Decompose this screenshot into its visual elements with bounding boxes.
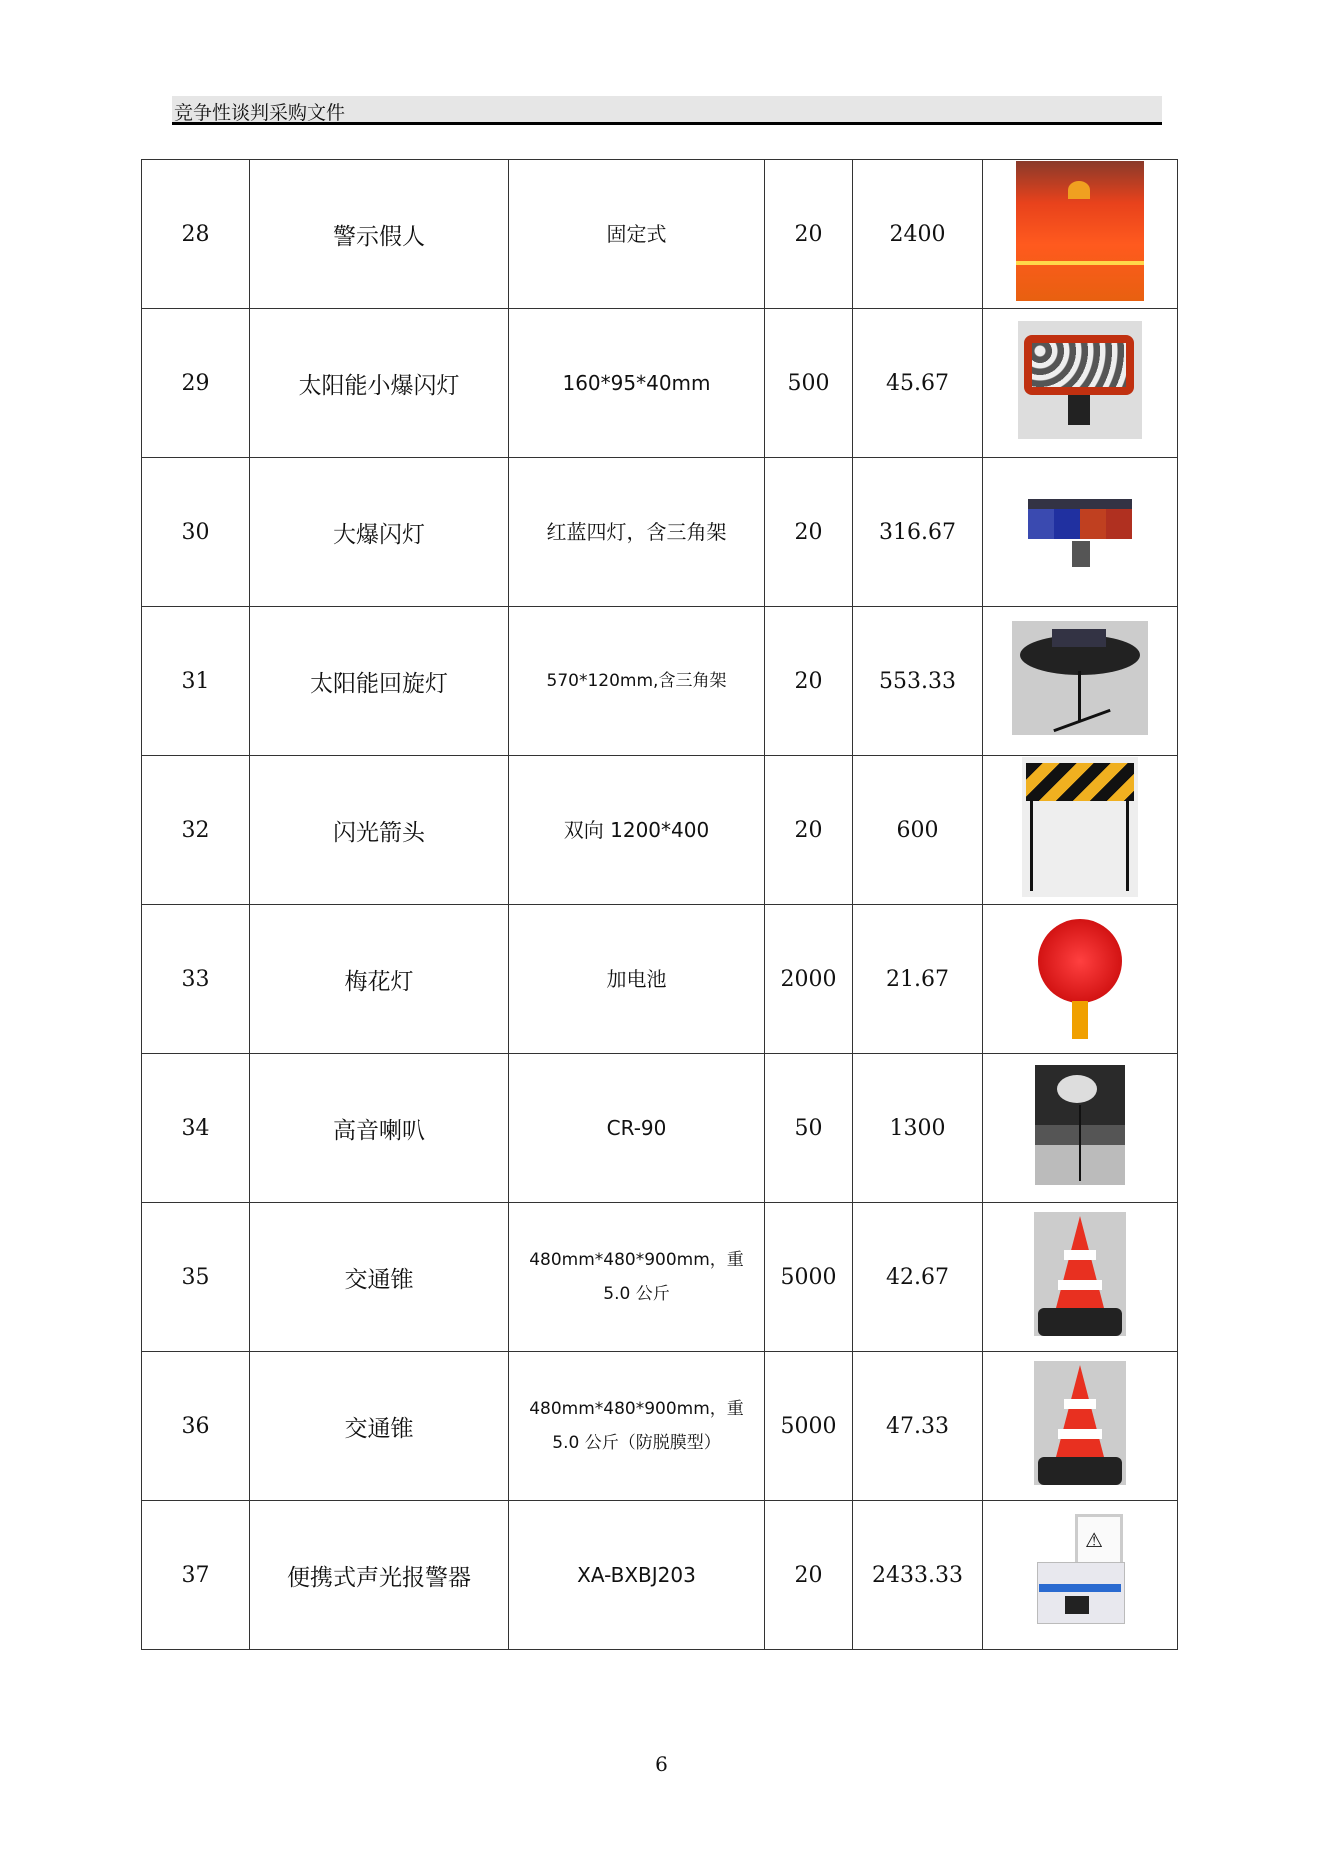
- item-image-cell: [983, 756, 1178, 905]
- item-quantity: 50: [765, 1054, 853, 1203]
- item-name: 高音喇叭: [250, 1054, 509, 1203]
- item-image-cell: [983, 1054, 1178, 1203]
- flashing-arrow-image: [1022, 878, 1138, 903]
- item-image-cell: [983, 309, 1178, 458]
- item-number: 30: [142, 458, 250, 607]
- item-spec: 加电池: [509, 905, 765, 1054]
- table-row: [142, 1352, 1178, 1501]
- item-price: 1300: [853, 1054, 983, 1203]
- item-name: 警示假人: [250, 160, 509, 309]
- solar-rotating-light-image: [1012, 716, 1148, 741]
- item-image-cell: [983, 607, 1178, 756]
- item-spec: XA-BXBJ203: [509, 1501, 765, 1650]
- item-number: 29: [142, 309, 250, 458]
- item-image-cell: [983, 1501, 1178, 1650]
- item-price: 316.67: [853, 458, 983, 607]
- item-price: 42.67: [853, 1203, 983, 1352]
- item-price: 2433.33: [853, 1501, 983, 1650]
- item-number: 28: [142, 160, 250, 309]
- item-price: 600: [853, 756, 983, 905]
- item-price: 553.33: [853, 607, 983, 756]
- warning-dummy-image: [1016, 282, 1144, 307]
- item-spec: 160*95*40mm: [509, 309, 765, 458]
- item-quantity: 2000: [765, 905, 853, 1054]
- item-spec: 480mm*480*900mm，重 5.0 公斤（防脱膜型）: [509, 1352, 765, 1501]
- item-quantity: 5000: [765, 1203, 853, 1352]
- solar-strobe-light-image: [1018, 420, 1142, 445]
- page-header: [172, 96, 1162, 125]
- item-image-cell: [983, 160, 1178, 309]
- product-table: [141, 159, 1178, 1650]
- table-row: [142, 1203, 1178, 1352]
- item-number: 31: [142, 607, 250, 756]
- item-image-cell: [983, 905, 1178, 1054]
- portable-alarm-image: ⚠: [1035, 1613, 1125, 1638]
- item-quantity: 20: [765, 160, 853, 309]
- item-quantity: 20: [765, 607, 853, 756]
- item-image-cell: [983, 1203, 1178, 1352]
- item-spec: 红蓝四灯，含三角架: [509, 458, 765, 607]
- traffic-cone-image: [1034, 1466, 1126, 1491]
- item-number: 34: [142, 1054, 250, 1203]
- table-row: [142, 160, 1178, 309]
- item-image-cell: [983, 458, 1178, 607]
- table-row: [142, 756, 1178, 905]
- item-spec: CR-90: [509, 1054, 765, 1203]
- item-spec: 570*120mm,含三角架: [509, 607, 765, 756]
- item-quantity: 20: [765, 1501, 853, 1650]
- item-name: 便携式声光报警器: [250, 1501, 509, 1650]
- document-title: 竞争性谈判采购文件: [174, 102, 346, 124]
- big-strobe-light-image: [1024, 570, 1136, 595]
- table-row: [142, 1054, 1178, 1203]
- item-name: 太阳能回旋灯: [250, 607, 509, 756]
- page-number: 6: [655, 1752, 668, 1776]
- item-number: 36: [142, 1352, 250, 1501]
- item-spec: 固定式: [509, 160, 765, 309]
- traffic-cone-image: [1034, 1317, 1126, 1342]
- item-number: 35: [142, 1203, 250, 1352]
- item-quantity: 500: [765, 309, 853, 458]
- item-name: 梅花灯: [250, 905, 509, 1054]
- item-quantity: 20: [765, 458, 853, 607]
- table-row: [142, 607, 1178, 756]
- item-price: 47.33: [853, 1352, 983, 1501]
- item-quantity: 5000: [765, 1352, 853, 1501]
- loudspeaker-image: [1035, 1166, 1125, 1191]
- item-quantity: 20: [765, 756, 853, 905]
- item-price: 21.67: [853, 905, 983, 1054]
- item-spec: 480mm*480*900mm，重 5.0 公斤: [509, 1203, 765, 1352]
- item-number: 37: [142, 1501, 250, 1650]
- item-spec: 双向 1200*400: [509, 756, 765, 905]
- item-name: 太阳能小爆闪灯: [250, 309, 509, 458]
- item-name: 大爆闪灯: [250, 458, 509, 607]
- item-name: 闪光箭头: [250, 756, 509, 905]
- table-row: [142, 458, 1178, 607]
- item-name: 交通锥: [250, 1352, 509, 1501]
- item-price: 2400: [853, 160, 983, 309]
- table-row: [142, 309, 1178, 458]
- item-name: 交通锥: [250, 1203, 509, 1352]
- item-price: 45.67: [853, 309, 983, 458]
- item-image-cell: [983, 1352, 1178, 1501]
- plum-lamp-image: [1030, 1022, 1130, 1047]
- item-number: 32: [142, 756, 250, 905]
- table-row: [142, 1501, 1178, 1650]
- table-row: [142, 905, 1178, 1054]
- item-number: 33: [142, 905, 250, 1054]
